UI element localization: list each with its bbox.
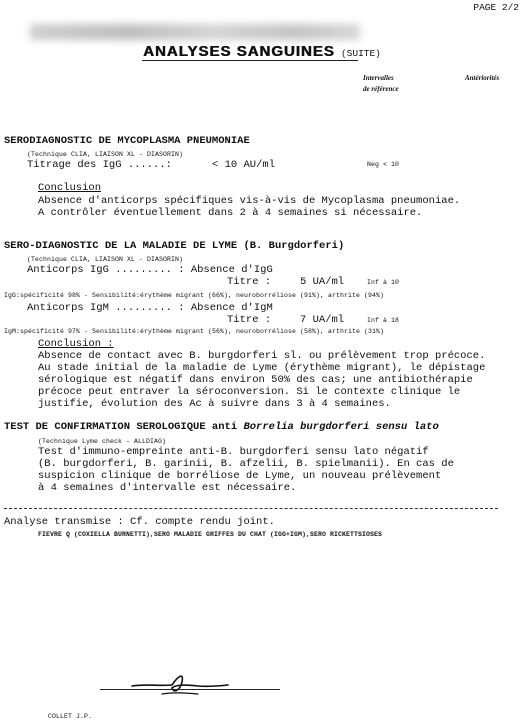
col-intervals-line2: de référence xyxy=(363,85,399,93)
title-text: ANALYSES SANGUINES xyxy=(143,43,335,60)
mycoplasma-test-label: Titrage des IgG ......: xyxy=(27,159,172,171)
confirmation-heading-prefix: TEST DE CONFIRMATION SEROLOGIQUE anti xyxy=(4,421,238,433)
mycoplasma-conclusion-line: Absence d'anticorps spécifiques vis-à-vis de Mycoplasma pneumoniae. xyxy=(38,195,461,207)
signature-line xyxy=(100,689,280,690)
mycoplasma-reference: Neg < 10 xyxy=(367,161,400,168)
mycoplasma-conclusion-title: Conclusion xyxy=(38,182,102,194)
confirmation-line: à 4 semaines d'intervalle est nécessaire. xyxy=(38,482,297,494)
lyme-igg-label: Anticorps IgG ......... : Absence d'IgG xyxy=(27,264,273,276)
lyme-conclusion-line: Au stade initial de la maladie de Lyme (érythème migrant), le dépistage xyxy=(38,362,486,374)
transmitted-detail: FIEVRE Q (COXIELLA BURNETTI),SERO MALADIE GRIFFES DU CHAT (IGG+IGM),SERO RICKETTSIOSES xyxy=(38,531,383,538)
confirmation-technique: (Technique Lyme check - ALLDIAG) xyxy=(38,438,167,445)
page-number: PAGE 2/2 xyxy=(473,2,519,13)
lyme-conclusion-line: justifie, évolution des Ac à suivre dans 3 à 4 semaines. xyxy=(38,398,391,410)
signature-image xyxy=(128,664,232,700)
title-underline xyxy=(142,60,358,61)
lyme-igg-titre-value: 5 UA/ml xyxy=(300,276,345,288)
signatory-name: COLLET J.P. xyxy=(48,713,93,720)
transmitted-text: Analyse transmise : Cf. compte rendu joint. xyxy=(4,516,275,528)
col-intervals-line1: Intervalles xyxy=(363,74,394,82)
lyme-conclusion-line: précoce peut entraver la séroconversion. Si le contexte clinique le xyxy=(38,386,461,398)
lyme-igm-titre-label: Titre : xyxy=(227,314,272,326)
lyme-igm-titre-value: 7 UA/ml xyxy=(300,314,345,326)
lyme-conclusion-title: Conclusion : xyxy=(38,338,114,350)
lyme-igm-label: Anticorps IgM ......... : Absence d'IgM xyxy=(27,302,273,314)
confirmation-line: Test d'immuno-empreinte anti-B. burgdorferi sensu lato négatif xyxy=(38,446,429,458)
section-title xyxy=(143,43,381,60)
confirmation-line: suspicion clinique de borréliose de Lyme, un nouveau prélèvement xyxy=(38,470,442,482)
mycoplasma-technique: (Technique CLIA, LIAISON XL - DIASORIN) xyxy=(27,151,184,158)
lyme-igm-note: IgM:spécificité 97% - Sensibilité:érythème migrant (56%), neuroborréliose (58%), arthrite (31%) xyxy=(4,328,385,335)
title-suffix: (SUITE) xyxy=(340,48,381,59)
lyme-conclusion-line: sérologique est négatif dans environ 50% des cas; une antibiothérapie xyxy=(38,374,473,386)
lyme-heading: SERO-DIAGNOSTIC DE LA MALADIE DE LYME (B. Burgdorferi) xyxy=(4,240,345,252)
mycoplasma-heading: SERODIAGNOSTIC DE MYCOPLASMA PNEUMONIAE xyxy=(4,135,250,147)
confirmation-line: (B. burgdorferi, B. garinii, B. afzelii, B. spielmanii). En cas de xyxy=(38,458,454,470)
confirmation-heading xyxy=(4,421,439,433)
redacted-header xyxy=(30,24,360,40)
dashed-separator xyxy=(4,508,498,509)
lyme-igg-titre-label: Titre : xyxy=(227,276,272,288)
lyme-conclusion-line: Absence de contact avec B. burgdorferi sl. ou prélèvement trop précoce. xyxy=(38,350,486,362)
lyme-technique: (Technique CLIA, LIAISON XL - DIASORIN) xyxy=(27,256,184,263)
lyme-igg-note: IgG:spécificité 98% - Sensibilité:érythème migrant (66%), neuroborréliose (91%), arthrite (94%) xyxy=(4,292,385,299)
lyme-igg-reference: Inf à 10 xyxy=(367,279,400,286)
confirmation-heading-species: Borrelia burgdorferi sensu lato xyxy=(243,421,439,433)
mycoplasma-conclusion-line: A contrôler éventuellement dans 2 à 4 semaines si nécessaire. xyxy=(38,207,423,219)
col-anteriorities: Antériorités xyxy=(465,74,500,82)
mycoplasma-test-value: < 10 AU/ml xyxy=(212,159,276,171)
lyme-igm-reference: Inf à 18 xyxy=(367,317,400,324)
